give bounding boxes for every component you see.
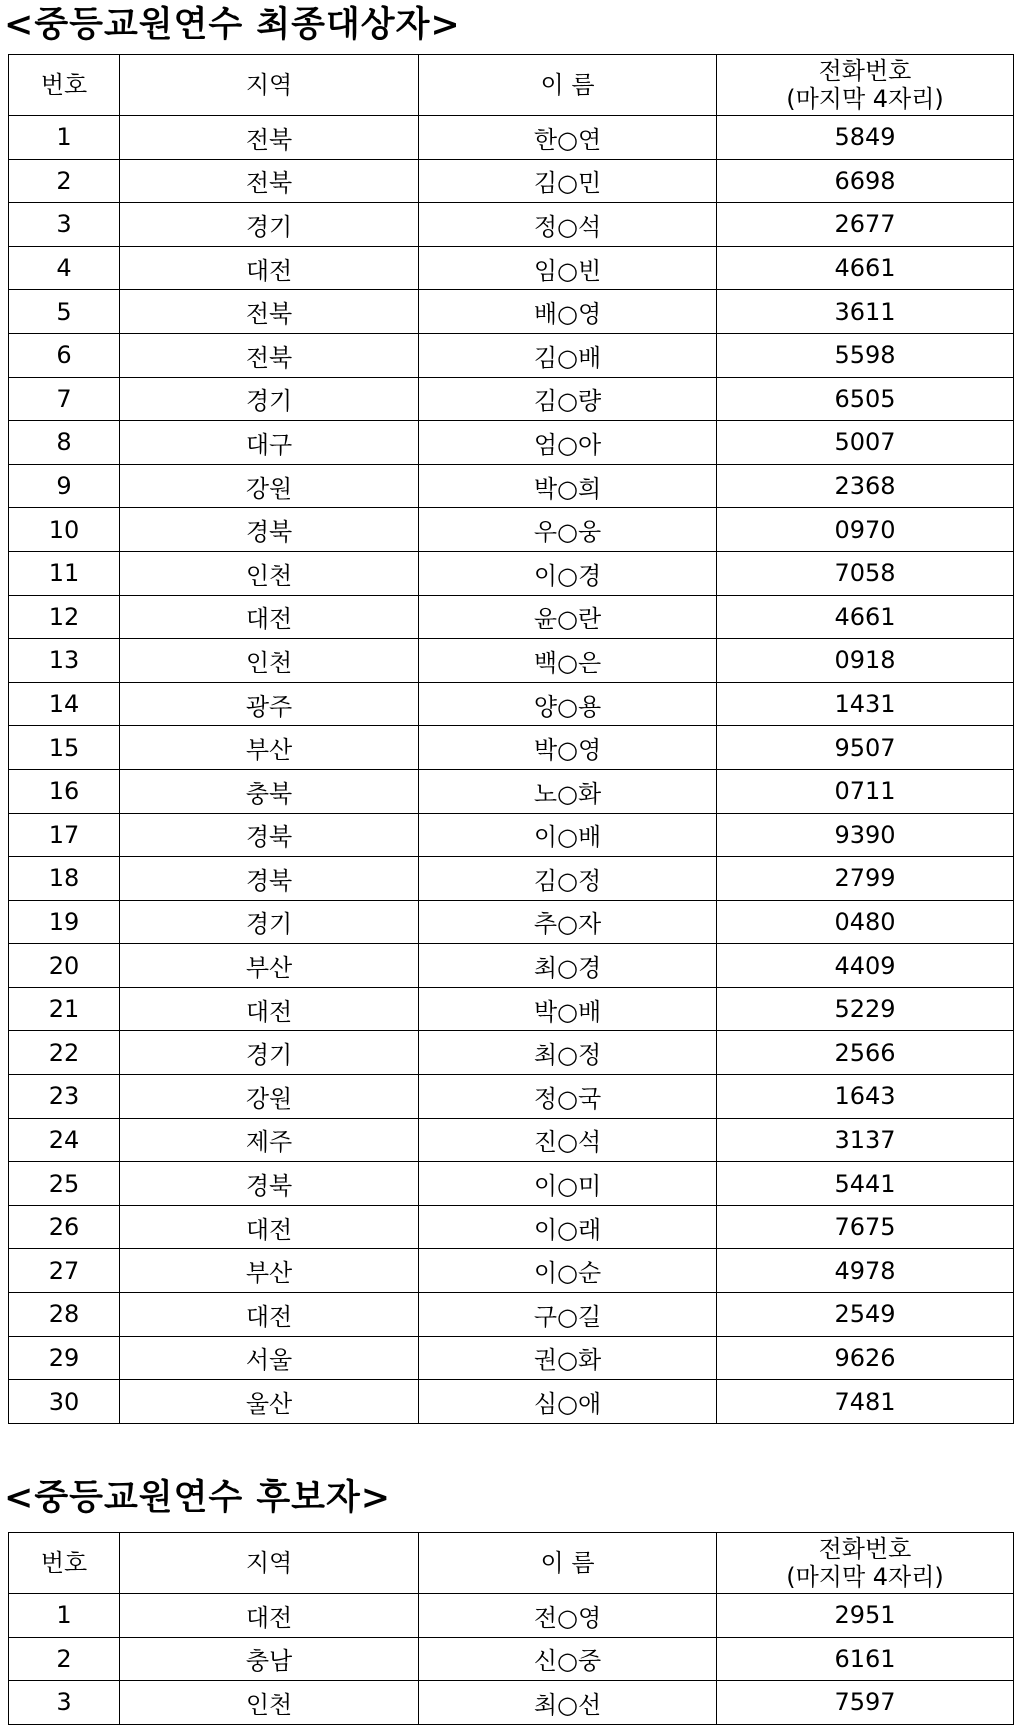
cell-name: 이○순	[419, 1249, 717, 1293]
table-row	[9, 1336, 1014, 1380]
final-selection-title: <중등교원연수 최종대상자>	[4, 4, 461, 45]
cell-name: 박○배	[419, 987, 717, 1031]
cell-name: 정○국	[419, 1075, 717, 1119]
table-row	[9, 726, 1014, 770]
cell-name: 김○민	[419, 159, 717, 203]
cell-number: 15	[9, 726, 120, 770]
cell-number: 10	[9, 508, 120, 552]
cell-phone: 5598	[717, 333, 1014, 377]
cell-phone: 4661	[717, 246, 1014, 290]
cell-number: 5	[9, 290, 120, 334]
table-row	[9, 1249, 1014, 1293]
cell-phone: 9626	[717, 1336, 1014, 1380]
cell-number: 6	[9, 333, 120, 377]
cell-region: 울산	[120, 1380, 419, 1424]
cell-number: 3	[9, 1681, 120, 1725]
candidates-title: <중등교원연수 후보자>	[4, 1477, 392, 1518]
cell-phone: 5007	[717, 421, 1014, 465]
table-row	[9, 1637, 1014, 1681]
table-row	[9, 421, 1014, 465]
cell-region: 광주	[120, 682, 419, 726]
cell-region: 인천	[120, 1681, 419, 1725]
cell-region: 제주	[120, 1118, 419, 1162]
table-row	[9, 1075, 1014, 1119]
cell-phone: 5441	[717, 1162, 1014, 1206]
cell-region: 전북	[120, 116, 419, 160]
cell-region: 인천	[120, 551, 419, 595]
cell-number: 4	[9, 246, 120, 290]
cell-region: 경북	[120, 1162, 419, 1206]
table-row	[9, 116, 1014, 160]
table-row	[9, 813, 1014, 857]
cell-name: 김○정	[419, 857, 717, 901]
cell-phone: 2677	[717, 203, 1014, 247]
cell-name: 최○정	[419, 1031, 717, 1075]
cell-name: 최○선	[419, 1681, 717, 1725]
cell-name: 임○빈	[419, 246, 717, 290]
final-selection-table	[8, 54, 1014, 1424]
cell-number: 11	[9, 551, 120, 595]
cell-number: 7	[9, 377, 120, 421]
cell-number: 26	[9, 1205, 120, 1249]
cell-phone: 4978	[717, 1249, 1014, 1293]
cell-region: 충북	[120, 769, 419, 813]
cell-name: 신○중	[419, 1637, 717, 1681]
cell-name: 엄○아	[419, 421, 717, 465]
cell-name: 진○석	[419, 1118, 717, 1162]
table-row	[9, 1380, 1014, 1424]
cell-region: 대전	[120, 1205, 419, 1249]
cell-name: 김○량	[419, 377, 717, 421]
cell-phone: 6505	[717, 377, 1014, 421]
table-row	[9, 551, 1014, 595]
cell-name: 노○화	[419, 769, 717, 813]
cell-region: 경북	[120, 508, 419, 552]
cell-phone: 2799	[717, 857, 1014, 901]
cell-name: 우○웅	[419, 508, 717, 552]
cell-name: 양○용	[419, 682, 717, 726]
cell-region: 전북	[120, 333, 419, 377]
cell-phone: 0918	[717, 639, 1014, 683]
cell-number: 13	[9, 639, 120, 683]
table-row	[9, 987, 1014, 1031]
header-phone	[717, 55, 1014, 116]
cell-number: 12	[9, 595, 120, 639]
cell-number: 8	[9, 421, 120, 465]
cell-phone: 7597	[717, 1681, 1014, 1725]
header-number: 번호	[9, 1533, 120, 1594]
table-body	[9, 116, 1014, 1424]
cell-phone: 0711	[717, 769, 1014, 813]
cell-name: 윤○란	[419, 595, 717, 639]
cell-region: 부산	[120, 1249, 419, 1293]
cell-phone: 6698	[717, 159, 1014, 203]
cell-number: 19	[9, 900, 120, 944]
cell-phone: 0970	[717, 508, 1014, 552]
header-phone-label: 전화번호	[818, 1535, 912, 1563]
cell-number: 14	[9, 682, 120, 726]
cell-number: 3	[9, 203, 120, 247]
header-phone-note: (마지막 4자리)	[786, 85, 944, 113]
cell-number: 21	[9, 987, 120, 1031]
cell-name: 배○영	[419, 290, 717, 334]
table-row	[9, 1594, 1014, 1638]
cell-number: 20	[9, 944, 120, 988]
table-row	[9, 900, 1014, 944]
cell-region: 경기	[120, 1031, 419, 1075]
cell-phone: 9390	[717, 813, 1014, 857]
header-name: 이 름	[419, 55, 717, 116]
cell-phone: 2951	[717, 1594, 1014, 1638]
cell-name: 백○은	[419, 639, 717, 683]
cell-phone: 1643	[717, 1075, 1014, 1119]
header-phone-note: (마지막 4자리)	[786, 1563, 944, 1591]
cell-number: 1	[9, 116, 120, 160]
cell-name: 이○배	[419, 813, 717, 857]
cell-region: 대구	[120, 421, 419, 465]
cell-number: 27	[9, 1249, 120, 1293]
cell-phone: 2566	[717, 1031, 1014, 1075]
cell-name: 권○화	[419, 1336, 717, 1380]
cell-number: 23	[9, 1075, 120, 1119]
cell-region: 경북	[120, 813, 419, 857]
cell-phone: 4661	[717, 595, 1014, 639]
cell-phone: 3137	[717, 1118, 1014, 1162]
table-row	[9, 1031, 1014, 1075]
table-row	[9, 769, 1014, 813]
table-row	[9, 857, 1014, 901]
cell-name: 전○영	[419, 1594, 717, 1638]
cell-name: 박○희	[419, 464, 717, 508]
cell-number: 2	[9, 1637, 120, 1681]
table-row	[9, 333, 1014, 377]
cell-region: 대전	[120, 1293, 419, 1337]
cell-region: 대전	[120, 1594, 419, 1638]
cell-name: 김○배	[419, 333, 717, 377]
cell-region: 충남	[120, 1637, 419, 1681]
table-row	[9, 1162, 1014, 1206]
cell-number: 25	[9, 1162, 120, 1206]
cell-name: 구○길	[419, 1293, 717, 1337]
cell-region: 부산	[120, 726, 419, 770]
cell-region: 강원	[120, 1075, 419, 1119]
cell-region: 경북	[120, 857, 419, 901]
cell-number: 1	[9, 1594, 120, 1638]
table-row	[9, 682, 1014, 726]
cell-phone: 6161	[717, 1637, 1014, 1681]
cell-name: 이○경	[419, 551, 717, 595]
cell-name: 심○애	[419, 1380, 717, 1424]
cell-number: 16	[9, 769, 120, 813]
cell-name: 이○래	[419, 1205, 717, 1249]
cell-name: 박○영	[419, 726, 717, 770]
table-header-row	[9, 55, 1014, 116]
header-number: 번호	[9, 55, 120, 116]
cell-region: 대전	[120, 987, 419, 1031]
cell-name: 정○석	[419, 203, 717, 247]
cell-phone: 7675	[717, 1205, 1014, 1249]
cell-region: 인천	[120, 639, 419, 683]
cell-region: 강원	[120, 464, 419, 508]
cell-region: 대전	[120, 595, 419, 639]
cell-phone: 3611	[717, 290, 1014, 334]
header-region: 지역	[120, 55, 419, 116]
table-row	[9, 639, 1014, 683]
cell-number: 29	[9, 1336, 120, 1380]
cell-name: 추○자	[419, 900, 717, 944]
cell-region: 경기	[120, 377, 419, 421]
cell-phone: 0480	[717, 900, 1014, 944]
table-body	[9, 1594, 1014, 1725]
cell-region: 부산	[120, 944, 419, 988]
cell-phone: 7481	[717, 1380, 1014, 1424]
cell-region: 서울	[120, 1336, 419, 1380]
cell-number: 18	[9, 857, 120, 901]
table-header-row	[9, 1533, 1014, 1594]
cell-region: 경기	[120, 203, 419, 247]
table-row	[9, 159, 1014, 203]
cell-phone: 4409	[717, 944, 1014, 988]
cell-region: 경기	[120, 900, 419, 944]
cell-phone: 2368	[717, 464, 1014, 508]
header-name: 이 름	[419, 1533, 717, 1594]
header-phone	[717, 1533, 1014, 1594]
cell-phone: 7058	[717, 551, 1014, 595]
cell-phone: 5849	[717, 116, 1014, 160]
table-row	[9, 203, 1014, 247]
table-row	[9, 1118, 1014, 1162]
cell-region: 전북	[120, 159, 419, 203]
cell-name: 한○연	[419, 116, 717, 160]
cell-region: 대전	[120, 246, 419, 290]
cell-phone: 5229	[717, 987, 1014, 1031]
table-row	[9, 944, 1014, 988]
header-region: 지역	[120, 1533, 419, 1594]
cell-number: 2	[9, 159, 120, 203]
table-row	[9, 377, 1014, 421]
cell-name: 이○미	[419, 1162, 717, 1206]
table-row	[9, 508, 1014, 552]
table-row	[9, 464, 1014, 508]
cell-phone: 2549	[717, 1293, 1014, 1337]
table-row	[9, 246, 1014, 290]
candidates-table	[8, 1532, 1014, 1725]
cell-phone: 9507	[717, 726, 1014, 770]
cell-number: 28	[9, 1293, 120, 1337]
cell-number: 30	[9, 1380, 120, 1424]
table-row	[9, 290, 1014, 334]
cell-name: 최○경	[419, 944, 717, 988]
table-row	[9, 1293, 1014, 1337]
cell-number: 17	[9, 813, 120, 857]
header-phone-label: 전화번호	[818, 57, 912, 85]
cell-number: 22	[9, 1031, 120, 1075]
table-row	[9, 1205, 1014, 1249]
table-row	[9, 1681, 1014, 1725]
cell-number: 9	[9, 464, 120, 508]
table-row	[9, 595, 1014, 639]
cell-phone: 1431	[717, 682, 1014, 726]
cell-region: 전북	[120, 290, 419, 334]
cell-number: 24	[9, 1118, 120, 1162]
